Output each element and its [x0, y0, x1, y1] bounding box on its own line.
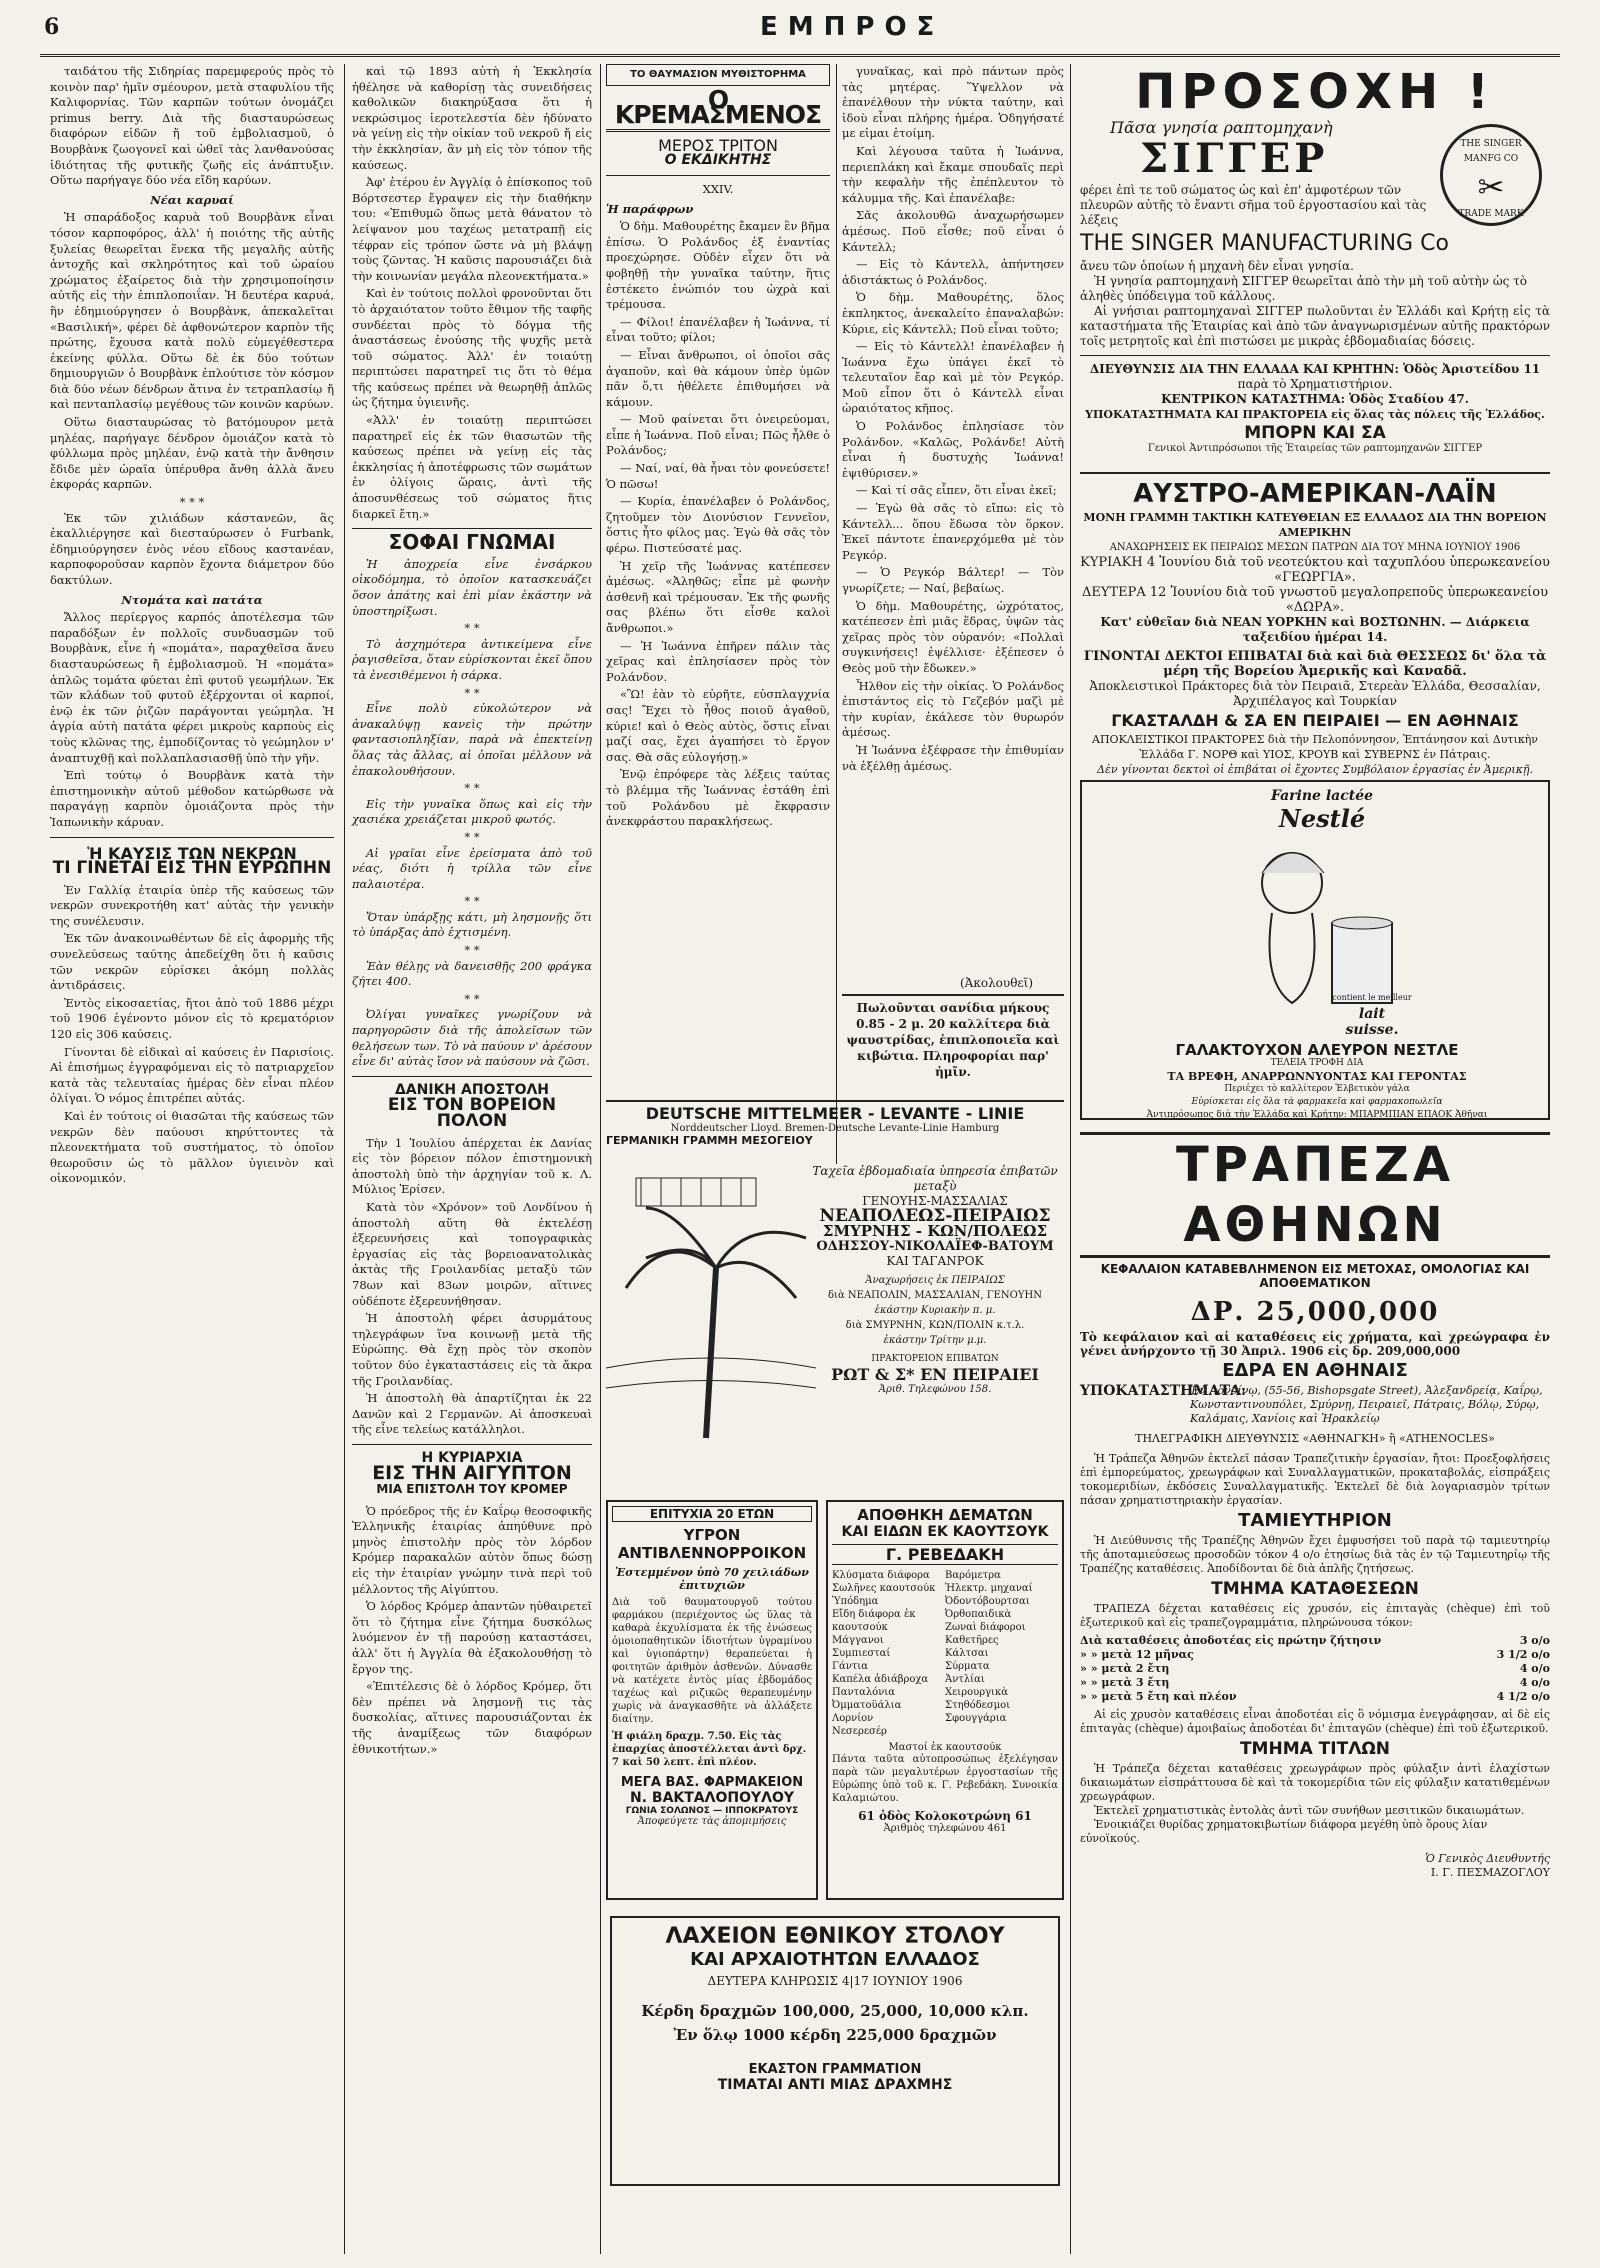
bank-hq: ΕΔΡΑ ΕΝ ΑΘΗΝΑΙΣ	[1222, 1360, 1408, 1381]
rate-value: 3 ο/ο	[1519, 1634, 1550, 1647]
signer-name: Ι. Γ. ΠΕΣΜΑΖΟΓΛΟΥ	[1430, 1866, 1550, 1879]
ad-text: Αἱ γνήσιαι ραπτομηχαναὶ ΣΙΓΓΕΡ πωλοῦνται ἐν Ἑλλάδι καὶ Κρήτῃ εἰς τὰ καταστήματα τῆς Ἑταιρίας καὶ ἀπὸ τῶν ἀναγνωρισμένων αὐτῆς πρακτόρων τοῖς μετρητοῖς καὶ ἐπὶ πιστώσει με μικρὰς ἑβδομαδιαίας δόσεις.	[1080, 304, 1550, 348]
article-text: — Φίλοι! ἐπανέλαβεν ἡ Ἰωάννα, τί εἶναι τοῦτο; φίλοι;	[606, 314, 830, 345]
list-item: Πανταλόνια	[832, 1687, 895, 1698]
items-list-right	[945, 1569, 1058, 1738]
serial-column	[606, 64, 830, 984]
ad-title: ΚΑΙ ΑΡΧΑΙΟΤΗΤΩΝ ΕΛΛΑΔΟΣ	[690, 1949, 980, 1970]
singer-badge	[1440, 124, 1542, 226]
nestle-ad	[1080, 780, 1550, 1120]
ad-branches: ΥΠΟΚΑΤΑΣΤΗΜΑΤΑ ΚΑΙ ΠΡΑΚΤΟΡΕΙΑ εἰς ὅλας τὰς πόλεις τῆς Ἑλλάδος.	[1085, 408, 1545, 421]
column-rule	[836, 64, 837, 1164]
list-item: Ἀντλίαι	[945, 1674, 985, 1685]
list-item: Ὀρθοπαιδικὰ	[945, 1609, 1012, 1620]
ad-text: Ἐνοικιάζει θυρίδας χρηματοκιβωτίων διάφορα μεγέθη ὑπὸ ὅρους λίαν εὐνοϊκούς.	[1080, 1818, 1488, 1845]
ad-title: ΤΡΑΠΕΖΑ ΑΘΗΝΩΝ	[1080, 1132, 1550, 1258]
ad-top: ΕΠΙΤΥΧΙΑ 20 ΕΤΩΝ	[612, 1506, 812, 1522]
list-item: Καθετῆρες	[945, 1635, 999, 1646]
rate-row	[1080, 1648, 1550, 1662]
rate-row	[1080, 1676, 1550, 1690]
ship-palm-illustration	[606, 1148, 816, 1438]
lottery-ad	[610, 1916, 1060, 2186]
rate-term: » » μετὰ 3 ἔτη	[1080, 1676, 1170, 1689]
route-line: ΓΕΝΟΥΗΣ-ΜΑΣΣΑΛΙΑΣ	[862, 1194, 1008, 1208]
section-heading: ΤΑΜΙΕΥΤΗΡΙΟΝ	[1238, 1510, 1392, 1531]
interest-rates-table	[1080, 1634, 1550, 1704]
lottery-ticket-price: ΤΙΜΑΤΑΙ ΑΝΤΙ ΜΙΑΣ ΔΡΑΧΜΗΣ	[717, 2077, 953, 2093]
ad-phone: Ἀριθμὸς τηλεφώνου 461	[883, 1823, 1007, 1834]
ad-title: ΑΠΟΘΗΚΗ ΔΕΜΑΤΩΝ	[857, 1506, 1033, 1524]
article-text: Ἡ ἀποστολὴ θὰ ἀπαρτίζηται ἐκ 22 Δανῶν καὶ 2 Γερμανῶν. Αἱ ἀποσκευαὶ τῆς εἶνε τελείως κατάλληλοι.	[352, 1391, 592, 1437]
article-text: Ἀφ' ἑτέρου ἐν Ἀγγλίᾳ ὁ ἐπίσκοπος τοῦ Βόρτσεστερ ἔγραψεν εἰς τὴν διαθήκην του: «Ἐπιθυμῶ ὅπως μετὰ θάνατον τὸ λείψανον μου ταχέως μετατραπῇ εἰς τέφραν εἰς τρόπον ὥστε νὰ μὴ βλάψῃ τοὺς ζῶντας. Ἡ καῦσις παρουσιάζει διὰ τὴν κοινωνίαν μεγάλα πλεονεκτήματα.»	[352, 175, 592, 283]
rate-term: » » μετὰ 5 ἔτη καὶ πλέον	[1080, 1690, 1237, 1703]
ad-title: ΓΑΛΑΚΤΟΥΧΟΝ ΑΛΕΥΡΟΝ ΝΕΣΤΛΕ	[1175, 1041, 1459, 1059]
ad-address: παρὰ τὸ Χρηματιστήριον.	[1237, 377, 1393, 391]
ad-subtitle: ΜΟΝΗ ΓΡΑΜΜΗ ΤΑΚΤΙΚΗ ΚΑΤΕΥΘΕΙΑΝ ΕΞ ΕΛΛΑΔΟΣ ΔΙΑ ΤΗΝ ΒΟΡΕΙΟΝ ΑΜΕΡΙΚΗΝ	[1083, 511, 1547, 539]
saying: Ἡ ἀποχρεία εἶνε ἐνσάρκου οἰκοδόμημα, τὸ ὁποῖον κατασκευάζει ὅσον ἀπάτης καὶ ἐπὶ μίαν ἑκάστην νὰ ὑποστηρίξωσι.	[352, 556, 592, 618]
article-text: Τὴν 1 Ἰουλίου ἀπέρχεται ἐκ Δανίας εἰς τὸν βόρειον πόλον ἐπιστημονικὴ ἀποστολὴ ὑπὸ τὴν ἀρχηγίαν τοῦ κ. Λ. Μύλιος Ἐρίσεν.	[352, 1135, 592, 1197]
article-headline: ΔΑΝΙΚΗ ΑΠΟΣΤΟΛΗ	[394, 1081, 550, 1098]
ad-title: DEUTSCHE MITTELMEER - LEVANTE - LINIE	[645, 1104, 1025, 1123]
brand-name: ΣΙΓΓΕΡ	[1140, 135, 1329, 182]
items-list-left	[832, 1569, 945, 1738]
departures: διὰ ΣΜΥΡΝΗΝ, ΚΩΝ/ΠΟΛΙΝ κ.τ.λ.	[845, 1320, 1025, 1331]
saying: Ὅταν ὑπάρξῃς κάτι, μὴ λησμονῇς ὅτι τὸ ὑπάρξας ἀπὸ ἐχτισμένη.	[352, 909, 592, 940]
nestle-label: Farine lactée	[1270, 788, 1374, 804]
section-heading: Ντομάτα καὶ πατάτα	[121, 592, 263, 607]
article-subheadline: ΕΙΣ ΤΗΝ ΑΙΓΥΠΤΟΝ	[372, 1462, 572, 1485]
article-text: καὶ τῷ 1893 αὐτὴ ἡ Ἐκκλησία ἠθέλησε νὰ καθορίσῃ τὰς συνειδήσεις καθολικῶν διακηρύξασα ὅτι ἡ νεκρώσιμος ἱεροτελεστία δὲν ἠδύνατο νὰ γείνῃ εἰς τὴν οἰκίαν τοῦ νεκροῦ ἤ εἰς τὴν ἐκκλησίαν, ἂν μὴ εἰς τὸν τόπον τῆς καύσεως.	[352, 64, 592, 172]
route-line: ΟΔΗΣΣΟΥ-ΝΙΚΟΛΑΪΕΦ-ΒΑΤΟΥΜ	[816, 1239, 1054, 1254]
ad-departure: ΔΕΥΤΕΡΑ 12 Ἰουνίου διὰ τοῦ γνωστοῦ μεγαλοπρεποῦς ὑπερωκεανείου «ΔΩΡΑ».	[1082, 585, 1548, 615]
article-headline: Ἡ ΚΑΥΣΙΣ ΤΩΝ ΝΕΚΡΩΝ	[87, 843, 297, 863]
telegraph-address: ΤΗΛΕΓΡΑΦΙΚΗ ΔΙΕΥΘΥΝΣΙΣ «ΑΘΗΝΑΓΚΗ» ἢ «ATHENOCLES»	[1135, 1432, 1495, 1445]
section-heading: Νέαι καρυαί	[150, 192, 234, 207]
article-text: Ἡ Ἰωάννα ἐξέφρασε τὴν ἐπιθυμίαν νὰ ἐξέλθῃ ἀμέσως.	[842, 742, 1064, 773]
ad-text: Ἐκτελεῖ χρηματιστικὰς ἐντολὰς ἀντὶ τῶν συνήθων μεσιτικῶν δικαιωμάτων.	[1094, 1804, 1525, 1817]
divider	[842, 994, 1064, 996]
article-text: Καὶ λέγουσα ταῦτα ἡ Ἰωάννα, περιεπλάκη καὶ ἔκαμε σπουδαῖς περὶ τὴν κεφαλὴν τῆς ἐπέπλευτον τὸ κάλυμμα τῆς. Καὶ ἐπανέλαβε:	[842, 143, 1064, 205]
article-subheadline: ΤΙ ΓΙΝΕΤΑΙ ΕΙΣ ΤΗΝ ΕΥΡΩΠΗΝ	[52, 858, 332, 879]
ad-subtitle: Ἐστεμμένον ὑπὸ 70 χειλιάδων ἐπιτυχιῶν	[615, 1566, 809, 1592]
serial-tag: ΤΟ ΘΑΥΜΑΣΙΟΝ ΜΥΘΙΣΤΟΡΗΜΑ	[606, 64, 830, 86]
baby-illustration	[1232, 833, 1412, 1013]
pharmacy-ad	[606, 1500, 818, 1900]
continued-note: (Ἀκολουθεῖ)	[960, 976, 1034, 990]
section-heading: ΤΜΗΜΑ ΤΙΤΛΩΝ	[1239, 1739, 1391, 1759]
ad-address: 61 ὁδὸς Κολοκοτρώνη 61	[858, 1809, 1032, 1823]
article-text: — Ναί, ναί, θὰ ἦναι τὸν φονεύσετε! Ὁ πῶσω!	[606, 461, 830, 491]
article-text: Ἐνῷ ἐπρόφερε τὰς λέξεις ταύτας τὸ βλέμμα τῆς Ἰωάννας ἐστάθη ἐπὶ τοῦ Ρολάνδου μὲ ἔκφρασιν ἀνεκφράστου παρακλήσεως.	[606, 767, 830, 829]
branches: Ἐν Λονδίνῳ, (55-56, Bishopsgate Street), Ἀλεξανδρείᾳ, Καΐρῳ, Κωνσταντινουπόλει, Σμύρνῃ, Πειραιεῖ, Πάτραις, Βόλῳ, Σύρῳ, Καλάμαις, Χανίοις καὶ Ἡρακλείῳ	[1190, 1384, 1543, 1425]
list-item: Στηθόδεσμοι	[945, 1700, 1011, 1711]
ad-text: φέρει ἐπὶ τε τοῦ σώματος ὡς καὶ ἐπ' ἀμφοτέρων τῶν πλευρῶν αὐτῆς τὸ ἔναντι σῆμα τοῦ ἐργοστασίου καὶ τὰς λέξεις	[1080, 183, 1427, 227]
rate-value: 4 1/2 ο/ο	[1496, 1690, 1550, 1703]
divider	[352, 1444, 592, 1445]
serial-subtitle: Ο ΕΚΔΙΚΗΤΗΣ	[664, 152, 772, 169]
ad-title: ΥΓΡΟΝ ΑΝΤΙΒΛΕΝΝΟΡΡΟΙΚΟΝ	[617, 1526, 807, 1562]
ad-central: ΚΕΝΤΡΙΚΟΝ ΚΑΤΑΣΤΗΜΑ: Ὁδὸς Σταδίου 47.	[1161, 392, 1469, 406]
ad-title: ΠΡΟΣΟΧΗ !	[1135, 64, 1495, 120]
article-text: Κατὰ τὸν «Χρόνον» τοῦ Λονδίνου ἡ ἀποστολὴ αὕτη θὰ ἐκτελέσῃ ἐξερευνήσεις καὶ τοπογραφικὰς ἐργασίας εἰς τὰς βορειοανατολικὰς ἀκτὰς τῆς Γροιλανδίας μεταξὺ τῶν 78ων καὶ 83ων μοιρῶν, αἵτινες οὐδέποτε ἐξερευνήθησαν.	[352, 1199, 592, 1308]
article-text: Γίνονται δὲ εἰδικαὶ αἱ καύσεις ἐν Παρισίοις. Αἱ ἐπισήμως ἐγγραφόμεναι εἰς τὸ πατριαρχεῖον κατὰ τὰς τελευταίας ἡμέρας δὲν εἶναι πλέον ὀλίγαι. Ὁ νόμος ἐπιτρέπει αὐτάς.	[50, 1044, 334, 1106]
article-text: Ὁ λόρδος Κρόμερ ἀπαντῶν ηὐθαιρετεῖ ὅτι τὸ ζήτημα εἶνε ζήτημα δυσκόλως λυόμενον ἐν τῇ παρούσῃ καταστάσει, ἀλλ' ὅτι ἡ Ἀγγλία θὰ ἐξακολουθήσῃ τὸ ἔργον της.	[352, 1599, 592, 1676]
divider	[1080, 472, 1550, 474]
chapter-number: XXIV.	[702, 181, 734, 196]
ad-text: Ἡ γνησία ραπτομηχανὴ ΣΙΓΓΕΡ θεωρεῖται ἀπὸ τὴν μὴ τοῦ αὐτὴν ὡς τὸ ἀληθὲς ὑπόδειγμα τοῦ κάλλους.	[1080, 274, 1528, 303]
article-text: Ὁ δὴμ. Μαθουρέτης ἔκαμεν ἓν βῆμα ἐπίσω. Ὁ Ρολάνδος ἐξ ἐναντίας προεχώρησε. Οὐδὲν εἶχεν ὅτι νὰ φοβηθῇ τὴν γυναῖκα ταύτην, ἥτις ἐστέκετο ἐνώπιόν του ὠχρὰ καὶ τρέμουσα.	[606, 219, 830, 312]
column-rule	[344, 64, 345, 2254]
article-text: γυναῖκας, καὶ πρὸ πάντων πρὸς τὰς μητέρας. Ὕψελλον νὰ ἐπανέλθουν τὴν νύκτα ταύτην, καὶ ἰδοὺ εἶναι πλήρης ἡμέρα. Ὁδηγήσατέ με εἰμαι ἑτοίμη.	[842, 64, 1064, 141]
agents: ΡΩΤ & Σ* ΕΝ ΠΕΙΡΑΙΕΙ	[831, 1365, 1039, 1384]
saying: Ἐὰν θέλῃς νὰ δανεισθῇς 200 φράγκα ζήτει 400.	[352, 958, 592, 989]
article-text: — Μοῦ φαίνεται ὅτι ὀνειρεύομαι, εἶπε ἡ Ἰωάννα. Ποῦ εἶναι; Πῶς ἦλθε ὁ Ρολάνδος;	[606, 412, 830, 458]
article-subheadline: ΕΙΣ ΤΟΝ ΒΟΡΕΙΟΝ ΠΟΛΟΝ	[387, 1095, 557, 1131]
ad-subtitle: Περιέχει τὸ καλλίτερον Ἑλβετικὸν γάλα	[1224, 1084, 1410, 1094]
lottery-total: Ἐν ὅλῳ 1000 κέρδη 225,000 δραχμῶν	[673, 2026, 997, 2044]
classified-ad-boards: Πωλοῦνται σανίδια μήκους 0.85 - 2 μ. 20 καλλίτερα διὰ ψαυστρίδας, ἐπιπλοποιεῖα καὶ κιβώτια. Πληροφορίαι παρ' ἡμῖν.	[846, 1001, 1060, 1079]
list-item: Ὀδοντόβουρτσαι	[945, 1596, 1030, 1607]
list-item: Βαρόμετρα	[945, 1570, 1001, 1581]
branches-label: ΥΠΟΚΑΤΑΣΤΗΜΑΤΑ:	[1080, 1383, 1247, 1399]
departures: Ἀναχωρήσεις ἐκ ΠΕΙΡΑΙΩΣ	[865, 1275, 1005, 1286]
divider	[606, 1100, 1064, 1102]
pharmacy-name: ΜΕΓΑ ΒΑΣ. ΦΑΡΜΑΚΕΙΟΝ	[620, 1775, 804, 1790]
article-text: — Εἶναι ἄνθρωποι, οἱ ὁποῖοι σᾶς ἀγαποῦν, καὶ θὰ κάμουν ὑπὲρ ὑμῶν πᾶν ὅ,τι ἠθέλετε ἐπιθυμήσει νὰ κάμουν.	[606, 347, 830, 409]
ad-subtitle: ΚΕΦΑΛΑΙΟΝ ΚΑΤΑΒΕΒΛΗΜΕΝΟΝ ΕΙΣ ΜΕΤΟΧΑΣ, ΟΜΟΛΟΓΙΑΣ ΚΑΙ ΑΠΟΘΕΜΑΤΙΚΟΝ	[1100, 1262, 1530, 1290]
page-number: 6	[44, 14, 60, 40]
ad-body: Διὰ τοῦ θαυματουργοῦ τούτου φαρμάκου (περιέχοντος ὡς ὕλας τὰ καθαρὰ ἐκχυλίσματα ἐκ τῆς ἐνώσεως ὁμοιοπαθητικῶν ἰδιοτήτων ὑγραμίνου καὶ ὑγιοπάρτην) θεραπεύεται ἡ φοιτητῶν ἀριθμὸν ἀσθενῶν. Δύνασθε νὰ κατέχετε ἐντὸς μίας ἑβδομάδος ταχέως καὶ ριζικῶς θεραπευμένην χωρὶς νὰ ἀναγκασθῆτε νὰ ἀλλάξετε διαίτην.	[612, 1597, 812, 1725]
ad-text: Ἡ Διεύθυνσις τῆς Τραπέζης Ἀθηνῶν ἔχει ἐμφυσήσει τοῦ παρὰ τῷ ταμιευτηρίῳ τῆς ἀποταμιεύσεως προσοδῶν τόκον 4 ο/ο ἐτησίως διὰ τὰς ἐν τῷ Ταμιευτηρίῳ τῆς Τραπέζης καταθέσεις. Ἀποδίδονται δὲ διὰ ἀπλῆς ζητήσεως.	[1080, 1534, 1550, 1575]
badge-text: THE SINGER MANFG CO	[1460, 139, 1522, 164]
article-text: — Καὶ τί σᾶς εἶπεν, ὅτι εἶναι ἐκεῖ;	[856, 483, 1057, 498]
rate-term: » » μετὰ 12 μῆνας	[1080, 1648, 1194, 1661]
list-item: Κάλτσαι	[945, 1648, 989, 1659]
article-text: — Ἐγὼ θὰ σᾶς τὸ εἴπω: εἰς τὸ Κάντελλ... ὅπου ἔδωσα τὸν ὅρκον. Ἐκεῖ πάντοτε ἐπανερχόμεθα μὲ τὸν Ρεγκόρ.	[842, 501, 1064, 562]
ad-title: ΚΑΙ ΕΙΔΩΝ ΕΚ ΚΑΟΥΤΣΟΥΚ	[841, 1524, 1049, 1540]
column-2: καὶ τῷ 1893 αὐτὴ ἡ Ἐκκλησία ἠθέλησε νὰ καθορίσῃ τὰς συνειδήσεις καθολικῶν διακηρύξασα ὅτι ἡ νεκρώσιμος ἱεροτελεστία δὲν ἠδύνατο νὰ γείνῃ εἰς τὴν οἰκίαν τοῦ νεκροῦ ἤ εἰς τὴν ἐκκλησίαν, ἂν μὴ εἰς τὸν τόπον τῆς καύσεως. Ἀφ' ἑτέρου ἐν Ἀγγλίᾳ ὁ ἐπίσκοπος τοῦ Βόρτσεστερ ἔγραψεν εἰς τὴν διαθήκην του: «Ἐπιθυμῶ ὅπως μετὰ θάνατον τὸ λείψανον μου ταχέως μετατραπῇ εἰς τέφραν εἰς τρόπον ὥστε νὰ μὴ βλάψῃ τοὺς ζῶντας. Ἡ καῦσις παρουσιάζει διὰ τὴν κοινωνίαν μεγάλα πλεονεκτήματα.» Καὶ ἐν τούτοις πολλοὶ φρονοῦνται ὅτι τὸ ἀρχαιότατον τοῦτο ἔθιμον τῆς ταφῆς συνδέεται πρὸς τὸ δόγμα τῆς ἀναστάσεως ἐνούσης τῆς ψυχῆς μετὰ τοῦ σώματος. Ἀλλ' ἐν τοιαύτῃ περιπτώσει παρατηρεῖ τις ὅτι τὸ θέμα τῆς καύσεως πρέπει νὰ θεωρηθῇ ἁπλῶς ὡς ζήτημα ὑγιεινῆς. «Ἀλλ' ἐν τοιαύτῃ περιπτώσει παρατηρεῖ εἰς ἐκ τῶν θιασωτῶν τῆς καύσεως πρέπει νὰ γείνῃ εἰς τὰς ἐκκλησίας ἡ ἀποτέφρωσις τῶν σωμάτων ἐν ὀλίγοις ὥραις, ἀντὶ τῆς ἀποσυνθέσεως τοῦ σώματος ἥτις διαρκεῖ ἔτη.» ΣΟΦΑΙ ΓΝΩΜΑΙ Ἡ ἀποχρεία εἶνε ἐνσάρκου οἰκοδόμημα, τὸ ὁποῖον κατασκευάζει ὅσον ἀπάτης καὶ ἐπὶ μίαν ἑκάστην νὰ ὑποστηρίξωσι. * * Τὸ ἀσχημότερα ἀντικείμενα εἶνε ῥαγισθεῖσα, ὅταν εὑρίσκονται ἐκεῖ ὅπου τὰ ἐνεσιθέμενοι ἡ σάρκα. * * Εἶνε πολὺ εὐκολώτερον νὰ ἀνακαλύψῃ κανεὶς τὴν πρώτην φαντασιοπληξίαν, παρὰ νὰ ἐπεκτείνῃ ὅλας τὰς ἄλλας, αἱ ὁποῖαι μέλλουν νὰ ἐπακολουθήσουν. * * Εἰς τὴν γυναῖκα ὅπως καὶ εἰς τὴν χασιέκα χρειάζεται μικροῦ φωτός. * * Αἱ γραῖαι εἶνε ἐρείσματα ἀπὸ τοῦ νέας, διότι ἡ τρίλλα τῶν εἶνε παλαιοτέρα. * * Ὅταν ὑπάρξῃς κάτι, μὴ λησμονῇς ὅτι τὸ ὑπάρξας ἀπὸ ἐχτισμένη. * * Ἐὰν θέλῃς νὰ δανεισθῇς 200 φράγκα ζήτει 400. * * Ὀλίγαι γυναῖκες γνωρίζουν νὰ παρηγορῶσιν διὰ τῆς ἀπολεῖσων τῶν θελήσεων των. Τὸ νὰ παύουν ν' ἀρέσουν εἶνε δι' αὐτὰς ἴσον νὰ παύσουν νὰ ζῶσι. ΔΑΝΙΚΗ ΑΠΟΣΤΟΛΗ ΕΙΣ ΤΟΝ ΒΟΡΕΙΟΝ ΠΟΛΟΝ Τὴν 1 Ἰουλίου ἀπέρχεται ἐκ Δανίας εἰς τὸν βόρειον πόλον ἐπιστημονικὴ ἀποστολὴ ὑπὸ τὴν ἀρχηγίαν τοῦ κ. Λ. Μύλιος Ἐρίσεν. Κατὰ τὸν «Χρόνον» τοῦ Λονδίνου ἡ ἀποστολὴ αὕτη θὰ ἐκτελέσῃ ἐξερευνήσεις καὶ τοπογραφικὰς ἐργασίας εἰς τὰς βορειοανατολικὰς ἀκτὰς τῆς Γροιλανδίας μεταξὺ τῶν 78ων καὶ 83ων μοιρῶν, αἵτινες οὐδέποτε ἐξερευνήθησαν. Ἡ ἀποστολὴ φέρει ἀσυρμάτους τηλεγράφων ἵνα κοινωνῇ μετὰ τῆς Εὐρώπης. Θὰ ἔχῃ πρὸς τὸν σκοπὸν τοῦτον δύο ἐγκαταστάσεις εἰς τὰ ἄκρα τῆς Γροιλανδίας. Ἡ ἀποστολὴ θὰ ἀπαρτίζηται ἐκ 22 Δανῶν καὶ 2 Γερμανῶν. Αἱ ἀποσκευαὶ τῆς εἶνε τελείως κατάλληλοι. Η ΚΥΡΙΑΡΧΙΑ ΕΙΣ ΤΗΝ ΑΙΓΥΠΤΟΝ ΜΙΑ ΕΠΙΣΤΟΛΗ ΤΟΥ ΚΡΟΜΕΡ Ὁ πρόεδρος τῆς ἐν Καΐρῳ θεοσοφικῆς Ἑλληνικῆς ἑταιρίας ἀπηύθυνε πρὸ μηνὸς ἐπιστολὴν πρὸς τὸν λόρδον Κρόμερ παρακαλῶν αὐτὸν ὅπως δώσῃ εἰς τὴν ἑταιρίαν γνώμην τινὰ περὶ τοῦ μέλλοντος τῆς Αἰγύπτου. Ὁ λόρδος Κρόμερ ἀπαντῶν ηὐθαιρετεῖ ὅτι τὸ ζήτημα εἶνε ζήτημα δυσκόλως λυόμενον ἐν τῇ παρούσῃ καταστάσει, ἀλλ' ὅτι ἡ Ἀγγλία θὰ ἐξακολουθήσῃ τὸ ἔργον της. «Ἐπιτέλεσις δὲ ὁ λόρδος Κρόμερ, ὅτι δὲν πρέπει νὰ λησμονῇ τις τὰς δυσκολίας, αἵτινες παρουσιάζονται ἐκ τῆς ἀναμίξεως τῶν διαφόρων ἐθνικοτήτων.»	[352, 64, 592, 1756]
article-text: Ἄλλος περίεργος καρπός ἀποτέλεσμα τῶν παραδόξων ἐν πολλοῖς συνδυασμῶν τοῦ Βουρβὰνκ, εἶνε ἡ «πομάτα», παραχθεῖσα ἄνευ διασταυρώσεως ἤ ἐμβολιασμοῦ. Ἡ «πομάτα» ἁπλῶς τομάτα φύεται ἐπὶ φυτοῦ γεωμήλων. Ἐκ τῶν κλάδων τοῦ φυτοῦ ἐξέρχονται οἱ καρποί, ἐνῷ ἐκ τῶν ῥιζῶν παράγονται γεώμηλα. Ἡ ἀγρία αὐτὴ πατάτα φέρει μικροὺς καρποὺς εἰς τοὺς κλῶνας της, ἐμποδίζοντας τὸ γεώμηλον ν' ἀναπτυχθῇ καὶ πολλαπλασιασθῇ ὑπὸ τὴν γῆν.	[50, 610, 334, 765]
signer-title: Ὁ Γενικὸς Διευθυντής	[1425, 1852, 1550, 1865]
article-text: — Ἡ Ἰωάννα ἐπῆρεν πάλιν τὰς χεῖρας καὶ ἐπλησίασεν πρὸς τὸν Ρολάνδον.	[606, 638, 830, 684]
article-text: — Εἰς τὸ Κάντελλ! ἐπανέλαβεν ἡ Ἰωάννα ἔχω ὑπάγει ἐκεῖ τὸ τελευταῖον ἔαρ καὶ μὲ τὸν Ρεγκόρ. Μοῦ εἶπον ὅτι ὁ Κάντελλ εἶναι ὡραιότατος κῆπος.	[842, 339, 1064, 416]
saying: Τὸ ἀσχημότερα ἀντικείμενα εἶνε ῥαγισθεῖσα, ὅταν εὑρίσκονται ἐκεῖ ὅπου τὰ ἐνεσιθέμενοι ἡ σάρκα.	[352, 636, 592, 682]
divider	[352, 528, 592, 529]
article-headline: ΣΟΦΑΙ ΓΝΩΜΑΙ	[388, 530, 556, 555]
ad-text: ἄνευ τῶν ὁποίων ἡ μηχανὴ δὲν εἶναι γνησία.	[1080, 259, 1354, 273]
bank-of-athens-ad	[1080, 1132, 1550, 2232]
list-item: Καπέλα ἀδιάβροχα	[832, 1674, 929, 1685]
route-line: ΚΑΙ ΤΑΓΑΝΡΟΚ	[886, 1254, 984, 1268]
list-item: Γάντια	[832, 1661, 868, 1672]
masthead-rule	[40, 54, 1560, 57]
serial-title: Ο ΚΡΕΜΑΣΜΕΝΟΣ	[614, 84, 822, 130]
article-text: Οὕτω διασταυρώσας τὸ βατόμουρον μετὰ μηλέας, παρήγαγε δένδρον ὁμοιάζον κατὰ τὸ φύλλωμα πρὸς μηλέαν, ἐνῷ κατὰ τὴν ἄνθησιν ἔδιδε μὲν ὡραῖα ὑπέρυθρα ἄνθη ἀλλὰ ἄνευ ἐκφοράς καρπῶν.	[50, 415, 334, 492]
list-item: Χειρουργικὰ	[945, 1687, 1008, 1698]
article-text: «Ἐπιτέλεσις δὲ ὁ λόρδος Κρόμερ, ὅτι δὲν πρέπει νὰ λησμονῇ τις τὰς δυσκολίας, αἵτινες παρουσιάζονται ἐκ τῆς ἀναμίξεως τῶν διαφόρων ἐθνικοτήτων.»	[352, 1679, 592, 1756]
departures: διὰ ΝΕΑΠΟΛΙΝ, ΜΑΣΣΑΛΙΑΝ, ΓΕΝΟΥΗΝ	[828, 1290, 1042, 1301]
ad-title: ΑΥΣΤΡΟ-ΑΜΕΡΙΚΑΝ-ΛΑΪΝ	[1133, 479, 1497, 509]
article-headline: Η ΚΥΡΙΑΡΧΙΑ	[421, 1449, 523, 1466]
pharmacy-owner: Ν. ΒΑΚΤΑΛΟΠΟΥΛΟΥ	[629, 1790, 794, 1806]
list-item: Σωλῆνες καουτσούκ	[832, 1583, 936, 1594]
tin-label: contient le meilleur	[1332, 993, 1412, 1002]
ad-address: ΔΙΕΥΘΥΝΣΙΣ ΔΙΑ ΤΗΝ ΕΛΛΑΔΑ ΚΑΙ ΚΡΗΤΗΝ: Ὁδὸς Ἀριστείδου 11	[1089, 362, 1541, 376]
column-rule	[1070, 64, 1071, 2254]
rate-value: 4 ο/ο	[1519, 1662, 1550, 1675]
article-text: Ὁ δὴμ. Μαθουρέτης, ὠχρότατος, κατέπεσεν ἐπὶ μιᾶς ἕδρας, ὑψῶν τὰς χεῖρας πρὸς τὸν οὐρανόν: «Πολλαὶ συγκινήσεις! ἐψέλλισε· ἐξέπεσεν ὁ Θεὸς μοῦ τὴν ἔδωκεν.»	[842, 598, 1064, 675]
phone: Ἀριθ. Τηλεφώνου 158.	[878, 1384, 992, 1395]
ad-subtitle: Εὑρίσκεται εἰς ὅλα τὰ φαρμακεῖα καὶ φαρμακοπωλεῖα	[1191, 1097, 1443, 1107]
article-text: — Ὁ Ρεγκόρ Βάλτερ! — Τὸν γνωρίζετε; — Ναί, βεβαίως.	[842, 565, 1064, 595]
company-name: THE SINGER MANUFACTURING Co	[1080, 231, 1449, 256]
ad-footer: Μαστοί ἐκ καουτσούκ	[888, 1742, 1002, 1753]
ad-text: Ἀποκλειστικοὶ Πράκτορες διὰ τὸν Πειραιᾶ, Στερεὰν Ἑλλάδα, Θεσσαλίαν, Ἀρχιπέλαγος καὶ Τουρκίαν	[1089, 679, 1541, 708]
ad-subtitle: ΑΝΑΧΩΡΗΣΕΙΣ ΕΚ ΠΕΙΡΑΙΩΣ ΜΕΣΩΝ ΠΑΤΡΩΝ ΔΙΑ ΤΟΥ ΜΗΝΑ ΙΟΥΝΙΟΥ 1906	[1109, 542, 1521, 553]
ad-agent: ΜΠΟΡΝ ΚΑΙ ΣΑ	[1244, 423, 1386, 443]
article-text: ταιδάτου τῆς Σιδηρίας παρεμφερούς πρὸς τὸ κοινὸν παρ' ἡμῖν σμέουρον, μετὰ σταφυλίου τῆς Καλιφορνίας. Τῶν καρπῶν τούτων ὀνομάζει primus berry. Διὰ τῆς διασταυρώσεως διαφόρων εἰδῶν ἤ τοῦ ἐμβολιασμοῦ, ὁ Βουρβὰνκ ζωογονεῖ καὶ ὠθεῖ τὰς λανθανούσας ἰδιότητας τῆς φυτικῆς ζωῆς εἰς ἀνάπτυξιν. Οὕτω παρήγαγε δύο νέα εἴδη καρύων.	[50, 64, 334, 188]
agents-label: ΠΡΑΚΤΟΡΕΙΟΝ ΕΠΙΒΑΤΩΝ	[871, 1354, 999, 1364]
article-text: Καὶ ἐν τούτοις οἱ θιασῶται τῆς καύσεως τῶν νεκρῶν δὲν παύουσι κηρύττοντες τὰ πλεονεκτήματα τοῦ συστήματος, τὸ ὁποῖον θεωροῦσιν ὡς τὸ μᾶλλον ὑγιεινὸν καὶ οἰκονομικόν.	[50, 1109, 334, 1186]
pharmacy-address: ΓΩΝΙΑ ΣΟΛΩΝΟΣ — ΙΠΠΟΚΡΑΤΟΥΣ	[625, 1806, 799, 1816]
list-item: Κλύσματα διάφορα	[832, 1570, 930, 1581]
article-text: Ἡ χεῖρ τῆς Ἰωάννας κατέπεσεν ἀμέσως. «Ἀληθῶς; εἶπε μὲ φωνὴν ἀσθενῆ καὶ τρέμουσαν. Ἐκ τῆς φωνῆς σας βλέπω ὅτι εἶσθε καλοὶ ἄνθρωποι.»	[606, 558, 830, 635]
ad-agent: Ἀντιπρόσωπος διὰ τὴν Ἑλλάδα καὶ Κρήτην: ΜΠΑΡΜΠΙΑΝ ΕΠΑΟΚ Ἀθῆναι	[1146, 1110, 1488, 1120]
departures: ἑκάστην Κυριακὴν π. μ.	[874, 1305, 996, 1316]
ad-service: Ταχεῖα ἑβδομαδιαία ὑπηρεσία ἐπιβατῶν μεταξὺ	[812, 1164, 1058, 1193]
saying: Ὀλίγαι γυναῖκες γνωρίζουν νὰ παρηγορῶσιν διὰ τῆς ἀπολεῖσων τῶν θελήσεων των. Τὸ νὰ παύουν ν' ἀρέσουν εἶνε δι' αὐτὰς ἴσον νὰ παύσουν νὰ ζῶσι.	[352, 1007, 592, 1069]
ad-text: Δὲν γίνονται δεκτοὶ οἱ ἐπιβάται οἱ ἔχοντες Συμβόλαιον ἐργασίας ἐν Ἀμερικῇ.	[1097, 763, 1533, 776]
article-text: «Ὢ! ἐὰν τὸ εὑρῆτε, εὐσπλαγχνία σας! Ἔχει τὸ ἦθος ποιοῦ ἀγαθοῦ, κύριε! καὶ ὁ Θεὸς αὐτὸς, ὅστις εἶναι μαζί σας, ἔχει ἀγαπήσει τὸ ἔργον σας. Θὰ σᾶς εὐλογήσῃ.»	[606, 687, 830, 764]
rate-term: » » μετὰ 2 ἔτη	[1080, 1662, 1170, 1675]
saying: Αἱ γραῖαι εἶνε ἐρείσματα ἀπὸ τοῦ νέας, διότι ἡ τρίλλα τῶν εἶνε παλαιοτέρα.	[352, 845, 592, 891]
rate-row	[1080, 1662, 1550, 1676]
ad-price: Ἡ φιάλη δραχμ. 7.50. Εἰς τὰς ἐπαρχίας ἀποστέλλεται ἀντὶ δρχ. 7 καὶ 50 λεπτ. ἐπὶ πλέον.	[612, 1731, 807, 1768]
ad-title: ΛΑΧΕΙΟΝ ΕΘΝΙΚΟΥ ΣΤΟΛΟΥ	[665, 1924, 1005, 1949]
article-text: Ἡ σπαράδοξος καρυὰ τοῦ Βουρβὰνκ εἶναι τόσον καρποφόρος, ἀλλ' ἡ ποιότης τῆς αὐτῆς ξυλείας θεωρεῖται ἕνεκα τῆς μεγαλῆς αὐτῆς ἀντοχῆς καὶ σκληρότητος καὶ τοῦ ὡραίου χρώματος ἐξαίρετος διὰ τὴν χρησιμοποίησιν αὐτῆς εἰς τὴν ἐπιπλοποιΐαν. Ἡ δευτέρα καρυά, ἣν ἐδημιούργησεν ὁ Βουρβὰνκ, ἀπεκαλεῖται «Βασιλική», φέρει δὲ ἀφθονώτερον καρπὸν τῆς πρώτης, ἔχουσα κατὰ πολὺ εὐμεγέθεστερα ἐκείνης φύλλα. Οὕτω δὲ ἐκ δύο τούτων δημιουργιῶν ὁ Βουρβὰνκ ἐπλούτισε τὸν κόσμον διὰ δύο νέων δένδρων ἄτινα ἐν τετραπλασίῳ ἤ καὶ πενταπλασίῳ μεγέθους τῶν κοινῶν καρύων.	[50, 210, 334, 412]
article-text: Ἡ ἀποστολὴ φέρει ἀσυρμάτους τηλεγράφων ἵνα κοινωνῇ μετὰ τῆς Εὐρώπης. Θὰ ἔχῃ πρὸς τὸν σκοπὸν τοῦτον δύο ἐγκαταστάσεις εἰς τὰ ἄκρα τῆς Γροιλανδίας.	[352, 1311, 592, 1388]
ad-agent-sub: Γενικοὶ Ἀντιπρόσωποι τῆς Ἑταιρείας τῶν ραπτομηχανῶν ΣΙΓΓΕΡ	[1147, 443, 1483, 454]
list-item: Μάγγανοι	[832, 1635, 884, 1646]
list-item: Σύρματα	[945, 1661, 990, 1672]
list-item: Ὀμματοϋάλια	[832, 1700, 902, 1711]
article-text: Ἐκ τῶν χιλιάδων κάστανεῶν, ἃς ἐκαλλιέργησε καὶ διεσταύρωσεν ὁ Furbank, ἐδημιούργησεν ἑνὸς νέου εἴδους καστανέαν, καρποφοροῦσαν καρπὸν ἔχοντα διάμετρον δύο δακτύλων.	[50, 510, 334, 587]
singer-ad	[1080, 64, 1550, 464]
nestle-brand: Nestlé	[1278, 804, 1366, 833]
route-line: ΣΜΥΡΝΗΣ - ΚΩΝ/ΠΟΛΕΩΣ	[822, 1222, 1048, 1240]
ad-text: Ἡ Τράπεζα δέχεται καταθέσεις χρεωγράφων πρὸς φύλαξιν ἀντὶ ἐλαχίστων δικαιωμάτων εἰσπράττουσα δὲ καὶ τὰ τοκομερίδια τῶν εἰς φύλαξιν κατατιθεμένων χρεωγράφων.	[1080, 1762, 1550, 1803]
serial-part: ΜΕΡΟΣ ΤΡΙΤΟΝ	[658, 135, 778, 155]
ad-subtitle: ΤΕΛΕΙΑ ΤΡΟΦΗ ΔΙΑ	[1270, 1058, 1364, 1068]
tin-label: lait suisse.	[1345, 1006, 1399, 1038]
article-kicker: ΜΙΑ ΕΠΙΣΤΟΛΗ ΤΟΥ ΚΡΟΜΕΡ	[376, 1482, 568, 1497]
divider	[50, 837, 334, 838]
list-item: Νεσερεσέρ	[832, 1726, 887, 1737]
ad-text: ΓΙΝΟΝΤΑΙ ΔΕΚΤΟΙ ΕΠΙΒΑΤΑΙ διὰ καὶ διὰ ΘΕΣΣΕΩΣ δι' ὅλα τὰ μέρη τῆς Βορείου Ἀμερικῆς καὶ Καναδᾶ.	[1083, 649, 1547, 679]
ad-departure: ΚΥΡΙΑΚΗ 4 Ἰουνίου διὰ τοῦ νεοτεύκτου καὶ ταχυπλόου ὑπερωκεανείου «ΓΕΩΡΓΙΑ».	[1080, 555, 1550, 585]
serial-column-continued	[842, 64, 1064, 974]
austro-americana-ad	[1080, 478, 1550, 776]
article-text: Ὁ δὴμ. Μαθουρέτης, ὅλος ἐκπληκτος, ἀνεκαλείτο ἐπαναλαβών: Κύριε, εἰς Κάντελλ; Ποῦ εἶναι τοῦτο;	[842, 290, 1064, 336]
article-text: Ὁ πρόεδρος τῆς ἐν Καΐρῳ θεοσοφικῆς Ἑλληνικῆς ἑταιρίας ἀπηύθυνε πρὸ μηνὸς ἐπιστολὴν πρὸς τὸν λόρδον Κρόμερ παρακαλῶν αὐτὸν ὅπως δώσῃ εἰς τὴν ἑταιρίαν γνώμην τινὰ περὶ τοῦ μέλλοντος τῆς Αἰγύπτου.	[352, 1503, 592, 1596]
shipping-ad-dml	[606, 1104, 1064, 1484]
article-text: «Ἀλλ' ἐν τοιαύτῃ περιπτώσει παρατηρεῖ εἰς ἐκ τῶν θιασωτῶν τῆς καύσεως πρέπει νὰ γείνῃ εἰς τὰς ἐκκλησίας ἡ ἀποτέφρωσις τῶν σωμάτων ἐν ὀλίγοις ὥραις, ἀντὶ τῆς ἀποσυνθέσεως τοῦ σώματος ἥτις διαρκεῖ ἔτη.»	[352, 413, 592, 521]
pharmacy-warning: Ἀποφεύγετε τὰς ἀπομιμήσεις	[637, 1816, 787, 1827]
list-item: Ὑπόδημα	[832, 1596, 879, 1607]
article-text: Ἦλθον εἰς τὴν οἰκίας. Ὁ Ρολάνδος ἐπιστάντος εἰς τὸ Γεζεβόν μαζὶ μὲ τὴν κυρίαν, ἐκάλεσε τὸν θυρωρόν ἀμέσως.	[842, 678, 1064, 740]
ad-greek-title: ΓΕΡΜΑΝΙΚΗ ΓΡΑΜΜΗ ΜΕΣΟΓΕΙΟΥ	[606, 1134, 813, 1147]
list-item: Σφουγγάρια	[945, 1713, 1007, 1724]
rate-term: Διὰ καταθέσεις ἀποδοτέας εἰς πρώτην ζήτησιν	[1080, 1634, 1382, 1647]
rate-value: 4 ο/ο	[1519, 1676, 1550, 1689]
badge-text: TRADE MARK	[1458, 209, 1524, 219]
article-text: Ἐν Γαλλίᾳ ἑταιρία ὑπὲρ τῆς καύσεως τῶν νεκρῶν συνεκροτήθη κατ' αὐτὰς τὴν γενικὴν της συνέλευσιν.	[50, 882, 334, 928]
list-item: Ἠλεκτρ. μηχαναί	[945, 1583, 1033, 1594]
ad-agent: ΓΚΑΣΤΑΛΔΗ & ΣΑ ΕΝ ΠΕΙΡΑΙΕΙ — ΕΝ ΑΘΗΝΑΙΣ	[1111, 711, 1519, 730]
article-text: Ἐκ τῶν ἀνακοινωθέντων δὲ εἰς ἀφορμὴς τῆς συνελεύσεως ταύτης ἀπεδείχθη ὅτι ἡ καῦσις τῶν νεκρῶν εὑρίσκει ἀκόμη πολλὰς ἀντιδράσεις.	[50, 931, 334, 993]
rate-value: 3 1/2 ο/ο	[1496, 1648, 1550, 1661]
saying: Εἶνε πολὺ εὐκολώτερον νὰ ἀνακαλύψῃ κανεὶς τὴν πρώτην φαντασιοπληξίαν, παρὰ νὰ ἐπεκτείνῃ ὅλας τὰς ἄλλας, αἱ ὁποῖαι μέλλουν νὰ ἐπακολουθήσουν.	[352, 701, 592, 778]
departures: ἑκάστην Τρίτην μ.μ.	[883, 1335, 987, 1346]
ad-text: Τὸ κεφάλαιον καὶ αἱ καταθέσεις εἰς χρήματα, καὶ χρεώγραφα ἐν γένει ἀνήρχοντο τῇ 30 Ἀπριλ. 1906 εἰς δρ. 209,000,000	[1080, 1330, 1550, 1358]
rate-row	[1080, 1690, 1550, 1704]
separator-stars: * * *	[179, 495, 205, 510]
rubber-goods-ad	[826, 1500, 1064, 1900]
column-1	[50, 64, 334, 2244]
ad-subtitle: Norddeutscher Lloyd. Bremen-Deutsche Levante-Linie Hamburg	[670, 1123, 1000, 1134]
ad-text: ΑΠΟΚΛΕΙΣΤΙΚΟΙ ΠΡΑΚΤΟΡΕΣ διὰ τὴν Πελοπόννησον, Ἑπτάνησον καὶ Δυτικὴν Ἑλλάδα Γ. ΝΟΡΘ καὶ ΥΙΟΣ, ΚΡΟΥΒ καὶ ΣΥΒΕΡΝΣ ἐν Πάτραις.	[1092, 733, 1538, 761]
list-item: Ζωναὶ διάφοροι	[945, 1622, 1026, 1633]
article-text: Ὁ Ρολάνδος ἐπλησίασε τὸν Ρολάνδον. «Καλῶς, Ρολάνδε! Αὐτὴ εἶναι ἡ δυστυχὴς Ἰωάννα! ἐψιθύρισεν.»	[842, 419, 1064, 480]
bank-capital: ΔΡ. 25,000,000	[1190, 1297, 1440, 1327]
article-text: Ἐπὶ τούτῳ ὁ Βουρβὰνκ κατὰ τὴν ἐπιστημονικὴν αὐτοῦ μέθοδον κατώρθωσε νὰ παραγάγῃ καρπὸν ὁμοιάζοντα πρὸς τὴν Ἰαπωνικὴν κάρυαν.	[50, 768, 334, 829]
chapter-title: Ἡ παράφρων	[606, 201, 694, 216]
ad-text: ΤΡΑΠΕΖΑ δέχεται καταθέσεις εἰς χρυσόν, εἰς ἐπιταγὰς (chèque) ἐπὶ τοῦ ἐξωτερικοῦ καὶ εἰς τραπεζογραμμάτια, πληρώνουσα τόκον:	[1080, 1602, 1550, 1629]
list-item: Εἴδη διάφορα ἐκ καουτσούκ	[832, 1609, 916, 1633]
ad-subtitle: Πᾶσα γνησία ραπτομηχανὴ	[1110, 118, 1333, 137]
ad-subtitle: ΤΑ ΒΡΕΦΗ, ΑΝΑΡΡΩΝΝΥΟΝΤΑΣ ΚΑΙ ΓΕΡΟΝΤΑΣ	[1167, 1070, 1467, 1083]
saying: Εἰς τὴν γυναῖκα ὅπως καὶ εἰς τὴν χασιέκα χρειάζεται μικροῦ φωτός.	[352, 796, 592, 827]
lottery-date: ΔΕΥΤΕΡΑ ΚΛΗΡΩΣΙΣ 4|17 ΙΟΥΝΙΟΥ 1906	[707, 1974, 963, 1988]
rate-row	[1080, 1634, 1550, 1648]
column-rule	[600, 64, 601, 2254]
ad-text: Ἡ Τράπεζα Ἀθηνῶν ἐκτελεῖ πάσαν Τραπεζιτικὴν ἐργασίαν, ἤτοι: Προεξοφλήσεις ἐπὶ ἐμπορεύματος, χρεωγράφων καὶ Συναλλαγματικῶν, προκαταβολάς, εἰσπράξεις τοκομεριδίων, ἐκδόσεις Συναλλαγματικῆς. Ἐκτελεῖ δὲ διὰ λογαριασμὸν τρίτων πάσαν χρηματιστηριακὴν ἐργασίαν.	[1080, 1452, 1550, 1507]
divider	[352, 1076, 592, 1077]
article-text: Καὶ ἐν τούτοις πολλοὶ φρονοῦνται ὅτι τὸ ἀρχαιότατον τοῦτο ἔθιμον τῆς ταφῆς συνδέεται πρὸς τὸ δόγμα τῆς ἀναστάσεως ἐνούσης τῆς ψυχῆς μετὰ τοῦ σώματος. Ἀλλ' ἐν τοιαύτῃ περιπτώσει παρατηρεῖ τις ὅτι τὸ θέμα τῆς καύσεως πρέπει νὰ θεωρηθῇ ἁπλῶς ὡς ζήτημα ὑγιεινῆς.	[352, 286, 592, 410]
article-text: Σᾶς ἀκολουθῶ ἀναχωρήσωμεν ἀμέσως. Ποῦ εἶσθε; ποῦ εἶναι ὁ Κάντελλ;	[842, 208, 1064, 254]
ad-text: Αἱ εἰς χρυσὸν καταθέσεις εἶναι ἀποδοτέαι εἰς ὃ νόμισμα ἐνεγράφησαν, αἱ δὲ εἰς ἐπιταγὰς (chèque) ἀμοιβαίως ἀποδοτέαι δι' ἐπιταγῶν (chèque) ἐπὶ τοῦ ἐξωτερικοῦ.	[1080, 1708, 1550, 1735]
article-text: Ἐντὸς εἰκοσαετίας, ἤτοι ἀπὸ τοῦ 1886 μέχρι τοῦ 1906 ἐγένοντο μόνον εἰς τὸ κρεματόριον 120 εἰς 306 καύσεις.	[50, 995, 334, 1042]
list-item: Συμπιεσταί	[832, 1648, 891, 1659]
route-line: ΝΕΑΠΟΛΕΩΣ-ΠΕΙΡΑΙΩΣ	[819, 1206, 1051, 1226]
article-text: — Κυρία, ἐπανέλαβεν ὁ Ρολάνδος, ζητοῦμεν τὸν Διονύσιον Γεννεῖον, ὅστις ἦτο φίλος μας. Ἐγὼ θὰ σᾶς τὸν φέρω. Πιστεύσατέ μας.	[606, 494, 830, 556]
list-item: Λορνίον	[832, 1713, 874, 1724]
section-heading: ΤΜΗΜΑ ΚΑΤΑΘΕΣΕΩΝ	[1211, 1579, 1419, 1599]
lottery-ticket: ΕΚΑΣΤΟΝ ΓΡΑΜΜΑΤΙΟΝ	[748, 2062, 922, 2077]
lottery-prizes: Κέρδη δραχμῶν 100,000, 25,000, 10,000 κλπ.	[641, 2002, 1029, 2020]
sewing-machine-icon: ✂	[1477, 168, 1505, 206]
ad-departure: Κατ' εὐθεῖαν διὰ ΝΕΑΝ ΥΟΡΚΗΝ καὶ ΒΟΣΤΩΝΗΝ. — Διάρκεια ταξειδίου ἡμέραι 14.	[1100, 615, 1530, 644]
ad-owner: Γ. ΡΕΒΕΔΑΚΗ	[832, 1544, 1058, 1565]
masthead-title: ΕΜΠΡΟΣ	[760, 12, 945, 42]
ad-footer: Πάντα ταῦτα αὐτοπροσώπως ἐξελέγησαν παρὰ τῶν μεγαλυτέρων ἐργοστασίων τῆς Εὐρώπης ὑπὸ τοῦ κ. Γ. Ρεβεδάκη. Συνοικία Καλαμιώτου.	[832, 1754, 1058, 1804]
article-text: — Εἰς τὸ Κάντελλ, ἀπήντησεν ἀδιστάκτως ὁ Ρολάνδος.	[842, 257, 1064, 287]
